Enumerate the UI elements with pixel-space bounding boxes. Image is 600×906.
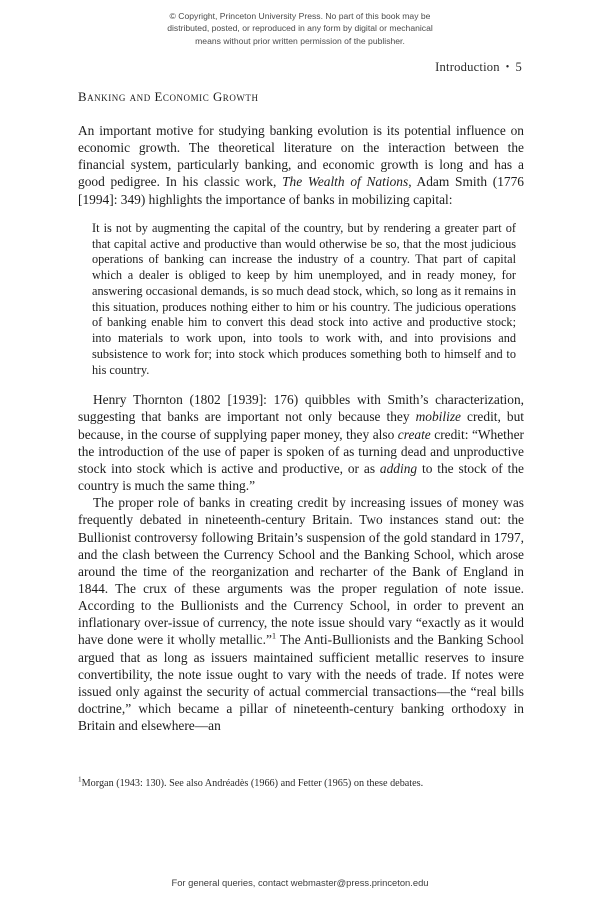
footnote-area: [78, 777, 524, 790]
paragraph-bullionist-debate: [78, 494, 524, 734]
footnote-reference-1[interactable]: 1: [271, 631, 277, 641]
italic-adding: adding: [379, 460, 418, 476]
paragraph-text-cont-2: credit: “Whether the introduction of the use of paper is spoken of as turning dead and unproductive stock into stock which is active and productive, or as: [78, 426, 525, 476]
paragraph-smith-intro: [78, 122, 524, 208]
italic-title-wealth-of-nations: The Wealth of Nations: [282, 174, 409, 190]
paragraph-text-cont-3: to the stock of the country is much the same thing.”: [78, 460, 524, 494]
copyright-line-3: means without prior written permission of the publisher.: [195, 35, 405, 46]
paragraph-thornton: [78, 391, 524, 494]
paragraph-text: The proper role of banks in creating credit by increasing issues of money was frequently debated in nineteenth-century Britain. Two instances stand out: the Bullionist controversy following Britain’s suspension of the gold standard in 1797, and the clash between the Currency School and the Banking School, which arose around the time of the reorganization and recharter of the Bank of England in 1844. The crux of these arguments was the proper regulation of note issue. According to the Bullionists and the Currency School, in order to prevent an inflationary over-issue of currency, the note issue should vary “exactly as it would have done were it wholly metallic.”: [78, 495, 524, 648]
copyright-notice: [110, 10, 490, 47]
paragraph-text-cont: , Adam Smith (1776 [1994]: 349) highlights the importance of banks in mobilizing capital:: [78, 174, 525, 207]
paragraph-text-cont: The Anti-Bullionists and the Banking School argued that as long as issuers maintained sufficient metallic reserves to insure convertibility, the note issue ought to vary with the needs of trade. If notes were issued only against the security of actual commercial transactions—the “real bills doctrine,” which became a pillar of nineteenth-century banking orthodoxy in Britain and elsewhere—an: [78, 632, 524, 734]
block-quote-adam-smith: [92, 221, 516, 379]
section-heading: Banking and Economic Growth: [78, 90, 259, 104]
running-head-separator: •: [505, 62, 510, 73]
copyright-line-1: © Copyright, Princeton University Press. No part of this book may be: [169, 11, 431, 21]
footnote-1: [78, 777, 524, 790]
running-head: [0, 60, 522, 75]
copyright-line-2: distributed, posted, or reproduced in any form by digital or mechanical: [167, 23, 433, 34]
page-footer: For general queries, contact webmaster@press.princeton.edu: [171, 877, 429, 888]
block-quote-text: It is not by augmenting the capital of the country, but by rendering a greater part of that capital active and productive than would otherwise be so, that the most judicious operations of banking can increase the industry of a country. That part of capital which a dealer is obliged to keep by him unemployed, and in ready money, for answering occasional demands, is so much dead stock, which, so long as it remains in this situation, produces nothing either to him or his country. The judicious operations of banking enable him to convert this dead stock into active and productive stock; into materials to work upon, into tools to work with, and into provisions and subsistence to work for; into stock which produces something both to himself and to his country.: [92, 220, 516, 377]
running-head-title: Introduction: [435, 60, 500, 74]
text-column: [78, 90, 524, 734]
footnote-text: Morgan (1943: 130). See also Andréadès (1966) and Fetter (1965) on these debates.: [81, 778, 424, 789]
paragraph-text: An important motive for studying banking evolution is its potential influence on economic growth. The theoretical literature on the interaction between the financial system, particularly banking, and economic growth is long and has a good pedigree. In his classic work,: [78, 123, 524, 190]
italic-create: create: [397, 426, 431, 442]
page-number: 5: [515, 60, 522, 74]
footnote-marker: 1: [78, 775, 82, 784]
paragraph-text-cont-1: credit, but because, in the course of supplying paper money, they also: [78, 409, 524, 442]
italic-mobilize: mobilize: [415, 409, 461, 425]
paragraph-text: Henry Thornton (1802 [1939]: 176) quibbles with Smith’s characterization, suggesting that banks are important not only because they: [78, 392, 524, 425]
